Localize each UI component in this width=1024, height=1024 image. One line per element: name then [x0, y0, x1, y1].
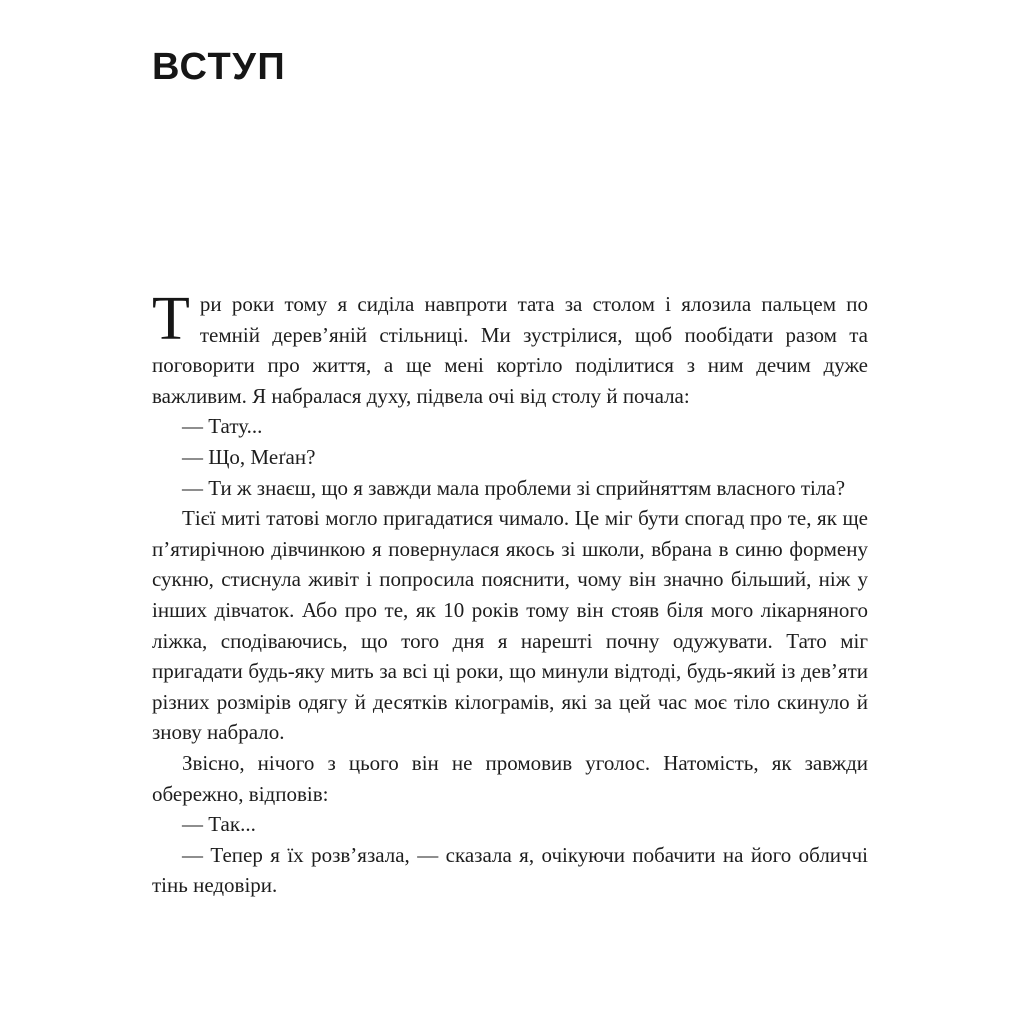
paragraph: Тієї миті татові могло пригадатися чимало. Це міг бути спогад про те, як ще п’ятирічною дівчинкою я повернулася якось зі школи, вбрана в синю формену сукню, стиснула живіт і попросила пояснити, чому він значно більший, ніж у інших дівчаток. Або про те, як 10 років тому він стояв біля мого лікарняного ліжка, сподіваючись, що того дня я нарешті почну одужувати. Тато міг пригадати будь-яку мить за всі ці роки, що минули відтоді, будь-який із дев’яти різних розмірів одягу й десятків кілограмів, які за цей час моє тіло скинуло й знову набрало. [152, 506, 868, 745]
paragraph: Звісно, нічого з цього він не промовив уголос. Натомість, як завжди обережно, відповів: [152, 750, 868, 806]
paragraph [152, 285, 868, 411]
drop-cap: Т [152, 285, 190, 353]
body-text [152, 285, 868, 901]
paragraph-text: ри роки тому я сиділа навпроти тата за столом і ялозила пальцем по темній дерев’яній стільниці. Ми зустрілися, щоб пообідати разом та поговорити про життя, а ще мені кортіло поділитися з ним дечим дуже важливим. Я набралася духу, підвела очі від столу й почала: [152, 292, 868, 408]
chapter-heading: ВСТУП [152, 46, 287, 88]
paragraph-dialogue: — Що, Меґан? [182, 444, 316, 469]
paragraph-dialogue: — Ти ж знаєш, що я завжди мала проблеми зі сприйняттям власного тіла? [182, 475, 846, 500]
paragraph-dialogue: — Так... [182, 812, 256, 837]
paragraph-dialogue: — Тепер я їх розв’язала, — сказала я, очікуючи побачити на його обличчі тінь недовіри. [152, 842, 868, 898]
paragraph-dialogue: — Тату... [182, 414, 263, 439]
